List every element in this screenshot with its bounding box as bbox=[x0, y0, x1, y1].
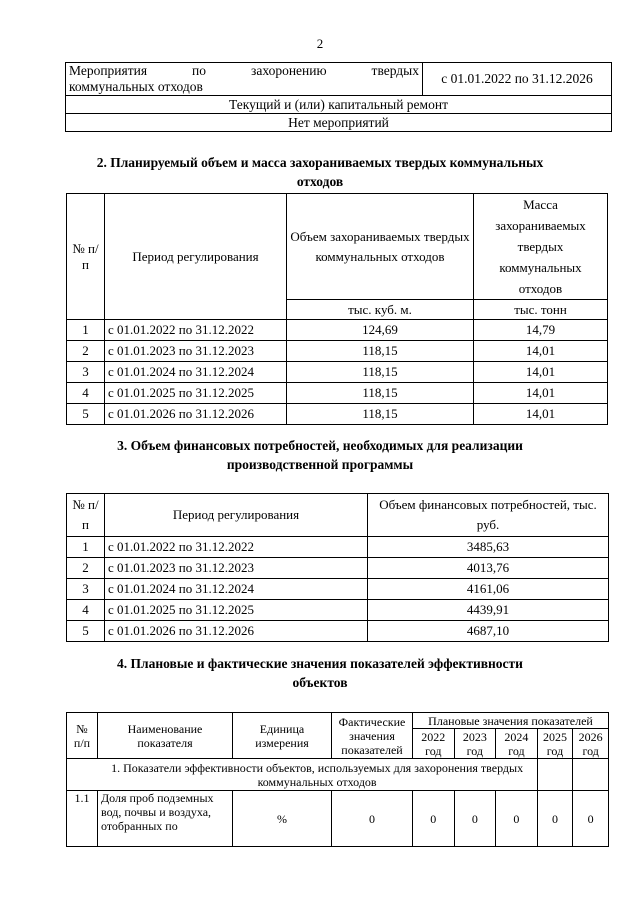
row-volume: 118,15 bbox=[287, 341, 474, 362]
measures-label-line2: коммунальных отходов bbox=[69, 79, 203, 94]
table-row bbox=[67, 383, 608, 404]
row-num: 5 bbox=[67, 404, 105, 425]
row-volume: 118,15 bbox=[287, 362, 474, 383]
volume-mass-table bbox=[66, 193, 608, 425]
table-row bbox=[67, 537, 609, 558]
row-num: 1.1 bbox=[67, 791, 98, 847]
row-period: с 01.01.2025 по 31.12.2025 bbox=[105, 600, 368, 621]
header-mass: Масса захораниваемых твердых коммунальных отходов bbox=[474, 194, 608, 300]
row-period: с 01.01.2022 по 31.12.2022 bbox=[105, 537, 368, 558]
header-period: Период регулирования bbox=[105, 494, 368, 537]
row-period: с 01.01.2023 по 31.12.2023 bbox=[105, 341, 287, 362]
row-amount: 4439,91 bbox=[368, 600, 609, 621]
row-mass: 14,01 bbox=[474, 362, 608, 383]
row-volume: 118,15 bbox=[287, 404, 474, 425]
table-row bbox=[67, 621, 609, 642]
section2-title-line2: отходов bbox=[296, 174, 344, 189]
header-year-2023: 2023 год bbox=[454, 729, 496, 759]
header-planned: Плановые значения показателей bbox=[413, 713, 609, 729]
header-amount: Объем финансовых потребностей, тыс. руб. bbox=[368, 494, 609, 537]
header-num: № п/п bbox=[67, 713, 98, 759]
row-2024: 0 bbox=[496, 791, 538, 847]
section3-title bbox=[0, 436, 640, 474]
financial-table bbox=[66, 493, 609, 642]
table-row bbox=[67, 579, 609, 600]
table-row bbox=[67, 558, 609, 579]
row-amount: 4687,10 bbox=[368, 621, 609, 642]
header-year-2022: 2022 год bbox=[413, 729, 455, 759]
row-2026: 0 bbox=[573, 791, 609, 847]
row-num: 4 bbox=[67, 383, 105, 404]
group-row: 1. Показатели эффективности объектов, используемых для захоронения твердых коммунальных отходов bbox=[98, 759, 538, 791]
row-num: 5 bbox=[67, 621, 105, 642]
row-2022: 0 bbox=[413, 791, 455, 847]
row-period: с 01.01.2024 по 31.12.2024 bbox=[105, 362, 287, 383]
measures-label-cell bbox=[66, 63, 423, 96]
row-num: 3 bbox=[67, 362, 105, 383]
row-actual: 0 bbox=[332, 791, 413, 847]
table-row bbox=[67, 362, 608, 383]
header-period: Период регулирования bbox=[105, 194, 287, 320]
header-num: № п/п bbox=[67, 194, 105, 320]
header-year-2025: 2025 год bbox=[537, 729, 573, 759]
header-volume: Объем захораниваемых твердых коммунальных отходов bbox=[287, 194, 474, 300]
section3-title-line1: 3. Объем финансовых потребностей, необходимых для реализации bbox=[117, 438, 523, 453]
section4-title bbox=[0, 654, 640, 692]
row-num: 1 bbox=[67, 320, 105, 341]
row-period: с 01.01.2022 по 31.12.2022 bbox=[105, 320, 287, 341]
row-num: 3 bbox=[67, 579, 105, 600]
no-measures-row: Нет мероприятий bbox=[66, 114, 612, 132]
row-unit: % bbox=[233, 791, 332, 847]
header-year-2026: 2026 год bbox=[573, 729, 609, 759]
row-name: Доля проб подземных вод, почвы и воздуха, отобранных по bbox=[98, 791, 233, 847]
section4-title-line1: 4. Плановые и фактические значения показателей эффективности bbox=[117, 656, 523, 671]
table-row bbox=[67, 791, 609, 847]
table-row bbox=[67, 341, 608, 362]
table-row bbox=[67, 404, 608, 425]
row-period: с 01.01.2023 по 31.12.2023 bbox=[105, 558, 368, 579]
measures-table bbox=[65, 62, 612, 132]
row-num: 2 bbox=[67, 558, 105, 579]
row-amount: 4161,06 bbox=[368, 579, 609, 600]
row-mass: 14,79 bbox=[474, 320, 608, 341]
row-period: с 01.01.2024 по 31.12.2024 bbox=[105, 579, 368, 600]
measures-period: с 01.01.2022 по 31.12.2026 bbox=[423, 63, 612, 96]
header-num: № п/п bbox=[67, 494, 105, 537]
row-amount: 4013,76 bbox=[368, 558, 609, 579]
measures-label-line1: Мероприятия по захоронению твердых bbox=[69, 63, 419, 78]
header-unit: Единица измерения bbox=[233, 713, 332, 759]
row-mass: 14,01 bbox=[474, 404, 608, 425]
row-amount: 3485,63 bbox=[368, 537, 609, 558]
row-mass: 14,01 bbox=[474, 341, 608, 362]
repair-row: Текущий и (или) капитальный ремонт bbox=[66, 96, 612, 114]
header-mass-unit: тыс. тонн bbox=[474, 300, 608, 320]
header-year-2024: 2024 год bbox=[496, 729, 538, 759]
row-mass: 14,01 bbox=[474, 383, 608, 404]
section2-title-line1: 2. Планируемый объем и масса захораниваемых твердых коммунальных bbox=[96, 155, 544, 170]
row-volume: 124,69 bbox=[287, 320, 474, 341]
header-volume-unit: тыс. куб. м. bbox=[287, 300, 474, 320]
table-row bbox=[67, 320, 608, 341]
indicators-table bbox=[66, 712, 609, 847]
table-row bbox=[67, 600, 609, 621]
row-num: 1 bbox=[67, 537, 105, 558]
row-period: с 01.01.2026 по 31.12.2026 bbox=[105, 404, 287, 425]
row-num: 4 bbox=[67, 600, 105, 621]
row-2025: 0 bbox=[537, 791, 573, 847]
page-number: 2 bbox=[316, 36, 324, 51]
row-2023: 0 bbox=[454, 791, 496, 847]
section2-title bbox=[0, 153, 640, 191]
section4-title-line2: объектов bbox=[292, 675, 348, 690]
row-volume: 118,15 bbox=[287, 383, 474, 404]
row-period: с 01.01.2025 по 31.12.2025 bbox=[105, 383, 287, 404]
row-num: 2 bbox=[67, 341, 105, 362]
section3-title-line2: производственной программы bbox=[226, 457, 414, 472]
header-name: Наименование показателя bbox=[98, 713, 233, 759]
header-actual: Фактические значения показателей bbox=[332, 713, 413, 759]
row-period: с 01.01.2026 по 31.12.2026 bbox=[105, 621, 368, 642]
